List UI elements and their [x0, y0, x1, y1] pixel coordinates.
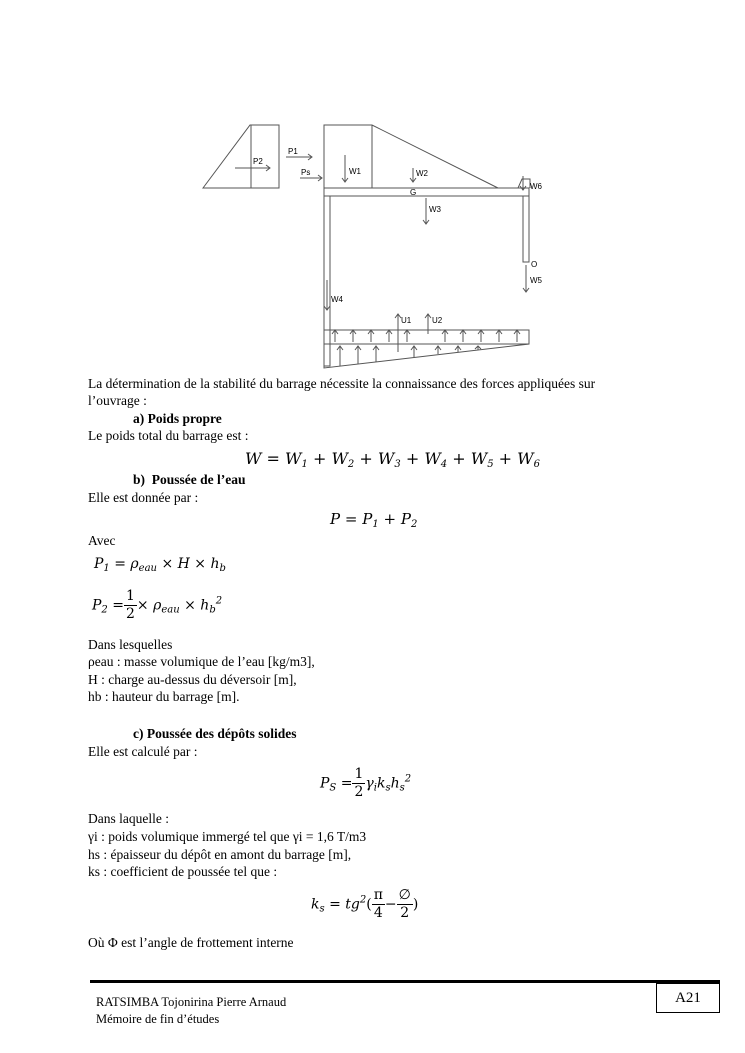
label-w6: W6 — [530, 182, 542, 191]
depots-text: Elle est calculé par : — [88, 744, 198, 759]
formula-ks: $k_s = tg^2$( $\frac{\pi}{4}$ − $\frac{\emptyset}{2}$ ) — [311, 887, 419, 921]
heading-poids-propre: a) Poids propre — [133, 411, 222, 426]
avec-text: Avec — [88, 533, 116, 548]
poids-text: Le poids total du barrage est : — [88, 428, 249, 443]
label-w5: W5 — [530, 276, 542, 285]
footer-subtitle: Mémoire de fin d’études — [96, 1012, 220, 1026]
label-w3: W3 — [429, 205, 441, 214]
dam-force-diagram — [200, 120, 542, 372]
eau-text: Elle est donnée par : — [88, 490, 199, 505]
formula-p2: $P_2$ = $\frac{1}{2}$ × $\rho_{eau} \times h_b^2$ — [92, 588, 223, 622]
closing-text: Où Φ est l’angle de frottement interne — [88, 935, 294, 950]
label-g: G — [410, 188, 417, 197]
water-pressure-triangle — [203, 125, 279, 188]
label-p1: P1 — [288, 147, 298, 156]
def-rho: ρeau : masse volumique de l’eau [kg/m3], — [88, 654, 315, 669]
formula-water-pressure: $P = P_1 + P_2$ — [330, 510, 418, 530]
def-hs: hs : épaisseur du dépôt en amont du barrage [m], — [88, 847, 352, 862]
footer-rule — [90, 980, 720, 983]
heading-poussee-eau: b) Poussée de l’eau — [133, 472, 246, 487]
dans-laquelle: Dans laquelle : — [88, 811, 169, 826]
label-omega: O — [531, 260, 538, 269]
page-number: A21 — [656, 983, 720, 1013]
label-w1: W1 — [349, 167, 361, 176]
heading-poussee-depots: c) Poussée des dépôts solides — [133, 726, 297, 741]
def-gamma: γi : poids volumique immergé tel que γi = 1,6 T/m3 — [88, 829, 367, 844]
intro-line-1: La détermination de la stabilité du barrage nécessite la connaissance des forces appliquées sur — [88, 376, 596, 391]
formula-ps: $P_S$ = $\frac{1}{2}$ $\gamma_ik_sh_s^2$ — [320, 766, 412, 800]
footer-author: RATSIMBA Tojonirina Pierre Arnaud — [96, 995, 287, 1009]
label-ps: Ps — [301, 168, 311, 177]
intro-line-2: l’ouvrage : — [88, 393, 147, 408]
def-h: H : charge au-dessus du déversoir [m], — [88, 672, 297, 687]
def-hb: hb : hauteur du barrage [m]. — [88, 689, 240, 704]
label-w2: W2 — [416, 169, 428, 178]
def-ks: ks : coefficient de poussée tel que : — [88, 864, 278, 879]
label-w4: W4 — [331, 295, 343, 304]
label-u2: U2 — [432, 316, 443, 325]
label-p2: P2 — [253, 157, 263, 166]
formula-p1: $P_1 = \rho_{eau} \times H \times h_b$ — [94, 556, 226, 574]
dans-lesquelles: Dans lesquelles — [88, 637, 173, 652]
formula-total-weight: $W = W_1 + W_2 + W_3 + W_4 + W_5 + W_6$ — [245, 449, 540, 470]
label-u1: U1 — [401, 316, 412, 325]
